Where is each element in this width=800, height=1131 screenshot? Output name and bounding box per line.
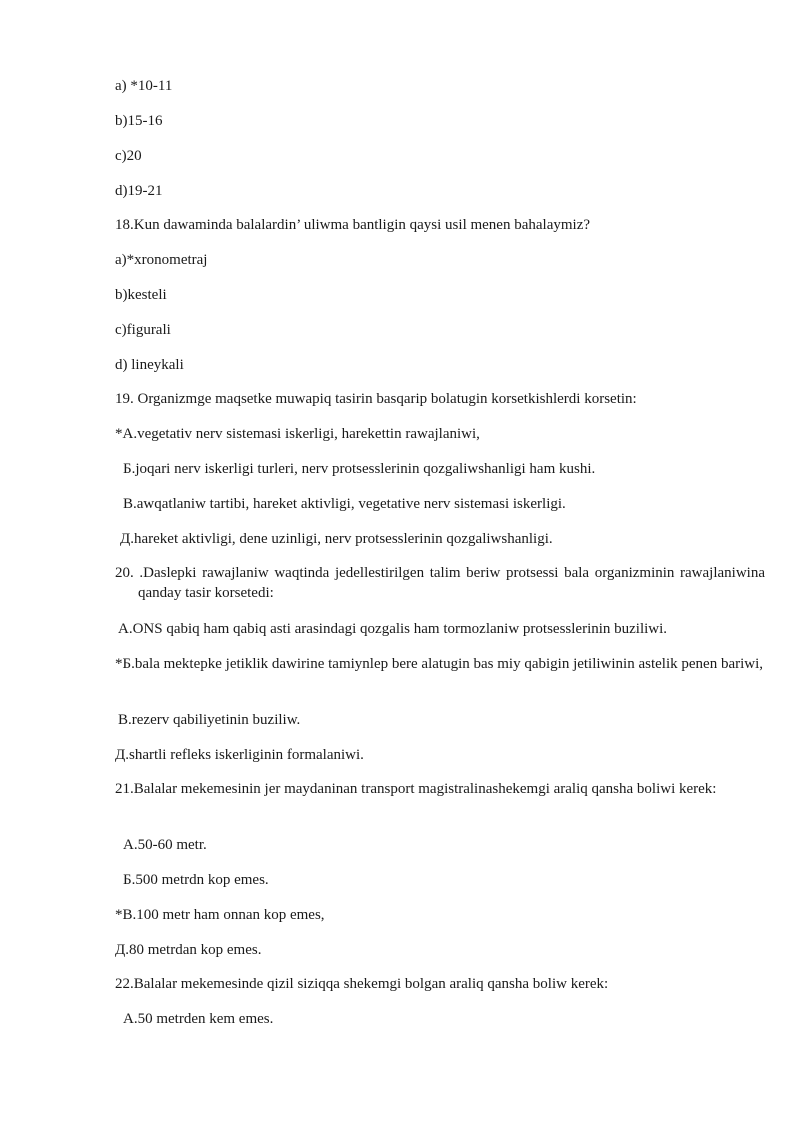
answer-option-c: c)20: [115, 148, 142, 164]
answer-option-a: *A.vegetativ nerv sistemasi iskerligi, harekettin rawajlaniwi,: [115, 426, 480, 442]
answer-option-b: b)kesteli: [115, 287, 167, 303]
answer-option-d: Д.80 metrdan kop emes.: [115, 942, 262, 958]
question-19: 19. Organizmge maqsetke muwapiq tasirin basqarip bolatugin korsetkishlerdi korsetin:: [115, 391, 637, 407]
answer-option-b: *Б.bala mektepke jetiklik dawirine tamiynlep bere alatugin bas miy qabigin jetiliwinin astelik penen bariwi,: [115, 656, 764, 672]
answer-option-d: d) lineykali: [115, 357, 184, 373]
answer-option-v: В.rezerv qabiliyetinin buziliw.: [118, 712, 301, 728]
answer-option-a: a)*xronometraj: [115, 252, 208, 268]
question-18: 18.Kun dawaminda balalardin’ uliwma bantligin qaysi usil menen bahalaymiz?: [115, 217, 591, 233]
question-20: 20. .Daslepki rawajlaniw waqtinda jedellestirilgen talim beriw protsessi bala organizminin rawajlaniwina qanday tasir korsetedi:: [115, 565, 765, 601]
question-22: 22.Balalar mekemesinde qizil siziqqa shekemgi bolgan araliq qansha boliw kerek:: [115, 976, 609, 992]
answer-option-a: A.ONS qabiq ham qabiq asti arasindagi qozgalis ham tormozlaniw protsesslerinin buziliwi.: [118, 621, 668, 637]
answer-option-d: d)19-21: [115, 183, 163, 199]
answer-option-a: A.50 metrden kem emes.: [123, 1011, 274, 1027]
answer-option-b: Б.joqari nerv iskerligi turleri, nerv protsesslerinin qozgaliwshanligi ham kushi.: [123, 461, 596, 477]
answer-option-a: A.50-60 metr.: [123, 837, 207, 853]
answer-option-v: *В.100 metr ham onnan kop emes,: [115, 907, 325, 923]
answer-option-b: b)15-16: [115, 113, 163, 129]
answer-option-d: Д.shartli refleks iskerliginin formalaniwi.: [115, 747, 364, 763]
answer-option-d: Д.hareket aktivligi, dene uzinligi, nerv protsesslerinin qozgaliwshanligi.: [120, 531, 553, 547]
answer-option-a: a) *10-11: [115, 78, 173, 94]
answer-option-c: c)figurali: [115, 322, 171, 338]
answer-option-b: Б.500 metrdn kop emes.: [123, 872, 269, 888]
question-21: 21.Balalar mekemesinin jer maydaninan transport magistralinashekemgi araliq qansha boliwi kerek:: [115, 781, 717, 797]
answer-option-v: В.awqatlaniw tartibi, hareket aktivligi, vegetative nerv sistemasi iskerligi.: [123, 496, 566, 512]
